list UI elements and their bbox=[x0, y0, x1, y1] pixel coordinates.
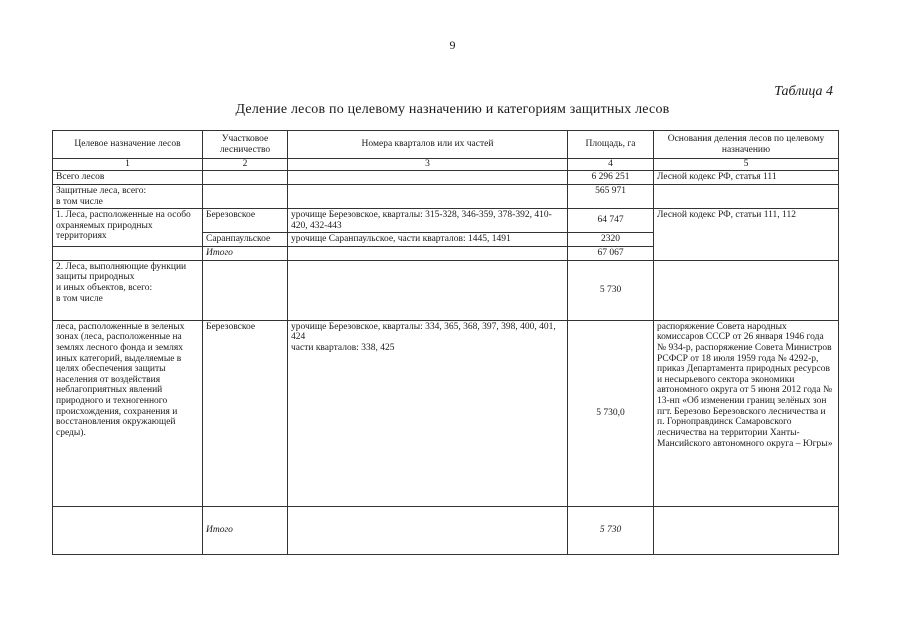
column-number: 4 bbox=[568, 159, 654, 171]
header-row bbox=[53, 131, 839, 159]
quarters-text: урочище Саранпаульское, части кварталов: 1445, 1491 bbox=[288, 233, 568, 247]
row-label: 2. Леса, выполняющие функции защиты природных и иных объектов, всего: в том числе bbox=[53, 260, 203, 320]
header-quarters: Номера кварталов или их частей bbox=[288, 131, 568, 159]
column-number: 1 bbox=[53, 159, 203, 171]
page-number: 9 bbox=[449, 38, 456, 52]
table-row-protection-functions bbox=[53, 260, 839, 320]
area-value: 64 747 bbox=[568, 209, 654, 233]
row-label: 1. Леса, расположенные на особо охраняемых природных территориях bbox=[53, 209, 203, 247]
empty-cell bbox=[654, 506, 839, 554]
empty-cell bbox=[288, 247, 568, 261]
forest-division-table bbox=[52, 130, 839, 555]
subtotal-label: Итого bbox=[203, 247, 288, 261]
header-forestry: Участковое лесничество bbox=[203, 131, 288, 159]
empty-cell bbox=[203, 184, 288, 208]
table-row-specially-protected bbox=[53, 209, 839, 233]
empty-cell bbox=[654, 184, 839, 208]
total-label: Итого bbox=[203, 506, 288, 554]
empty-cell bbox=[288, 506, 568, 554]
forestry-name: Березовское bbox=[203, 209, 288, 233]
table-row-total-2 bbox=[53, 506, 839, 554]
area-value: 565 971 bbox=[568, 184, 654, 208]
document-title: Деление лесов по целевому назначению и категориям защитных лесов bbox=[235, 102, 670, 117]
empty-cell bbox=[288, 184, 568, 208]
area-value: 6 296 251 bbox=[568, 171, 654, 185]
basis-text: распоряжение Совета народных комиссаров СССР от 26 января 1946 года № 934-р, распоряжение Совета Министров РСФСР от 18 июля 1959 года № 4292-р, приказ Департамента природных ресурсов и несырьевого сектора экономики автономного округа от 5 июня 2012 года № 13-нп «Об изменении границ зелёных зон пгт. Березово Березовского лесничества и п. Горноправдинск Самаровского лесничества на территории Ханты-Мансийского автономного округа – Югры» bbox=[654, 320, 839, 506]
column-number: 5 bbox=[654, 159, 839, 171]
area-value: 5 730 bbox=[568, 260, 654, 320]
area-value: 5 730 bbox=[568, 506, 654, 554]
table-row-total-forests bbox=[53, 171, 839, 185]
table-row-protective bbox=[53, 184, 839, 208]
empty-cell bbox=[203, 171, 288, 185]
empty-cell bbox=[53, 247, 203, 261]
empty-cell bbox=[203, 260, 288, 320]
basis-text: Лесной кодекс РФ, статьи 111, 112 bbox=[654, 209, 839, 261]
table-row-green-zones bbox=[53, 320, 839, 506]
row-label: Всего лесов bbox=[53, 171, 203, 185]
empty-cell bbox=[288, 171, 568, 185]
column-number: 2 bbox=[203, 159, 288, 171]
area-value: 67 067 bbox=[568, 247, 654, 261]
forestry-name: Березовское bbox=[203, 320, 288, 506]
column-number-row bbox=[53, 159, 839, 171]
column-number: 3 bbox=[288, 159, 568, 171]
row-label: Защитные леса, всего: в том числе bbox=[53, 184, 203, 208]
quarters-text: урочище Березовское, кварталы: 334, 365, 368, 397, 398, 400, 401, 424 части кварталов: 338, 425 bbox=[288, 320, 568, 506]
basis-text: Лесной кодекс РФ, статья 111 bbox=[654, 171, 839, 185]
area-value: 5 730,0 bbox=[568, 320, 654, 506]
header-purpose: Целевое назначение лесов bbox=[53, 131, 203, 159]
quarters-text: урочище Березовское, кварталы: 315-328, 346-359, 378-392, 410-420, 432-443 bbox=[288, 209, 568, 233]
header-area: Площадь, га bbox=[568, 131, 654, 159]
table-caption: Таблица 4 bbox=[774, 84, 833, 99]
header-basis: Основания деления лесов по целевому назначению bbox=[654, 131, 839, 159]
area-value: 2320 bbox=[568, 233, 654, 247]
row-label: леса, расположенные в зеленых зонах (леса, расположенные на землях лесного фонда и землях иных категорий, выделяемые в целях обеспечения защиты населения от воздействия неблагоприятных явлений природного и техногенного происхождения, сохранения и восстановления окружающей среды). bbox=[53, 320, 203, 506]
empty-cell bbox=[654, 260, 839, 320]
forestry-name: Саранпаульское bbox=[203, 233, 288, 247]
empty-cell bbox=[53, 506, 203, 554]
empty-cell bbox=[288, 260, 568, 320]
